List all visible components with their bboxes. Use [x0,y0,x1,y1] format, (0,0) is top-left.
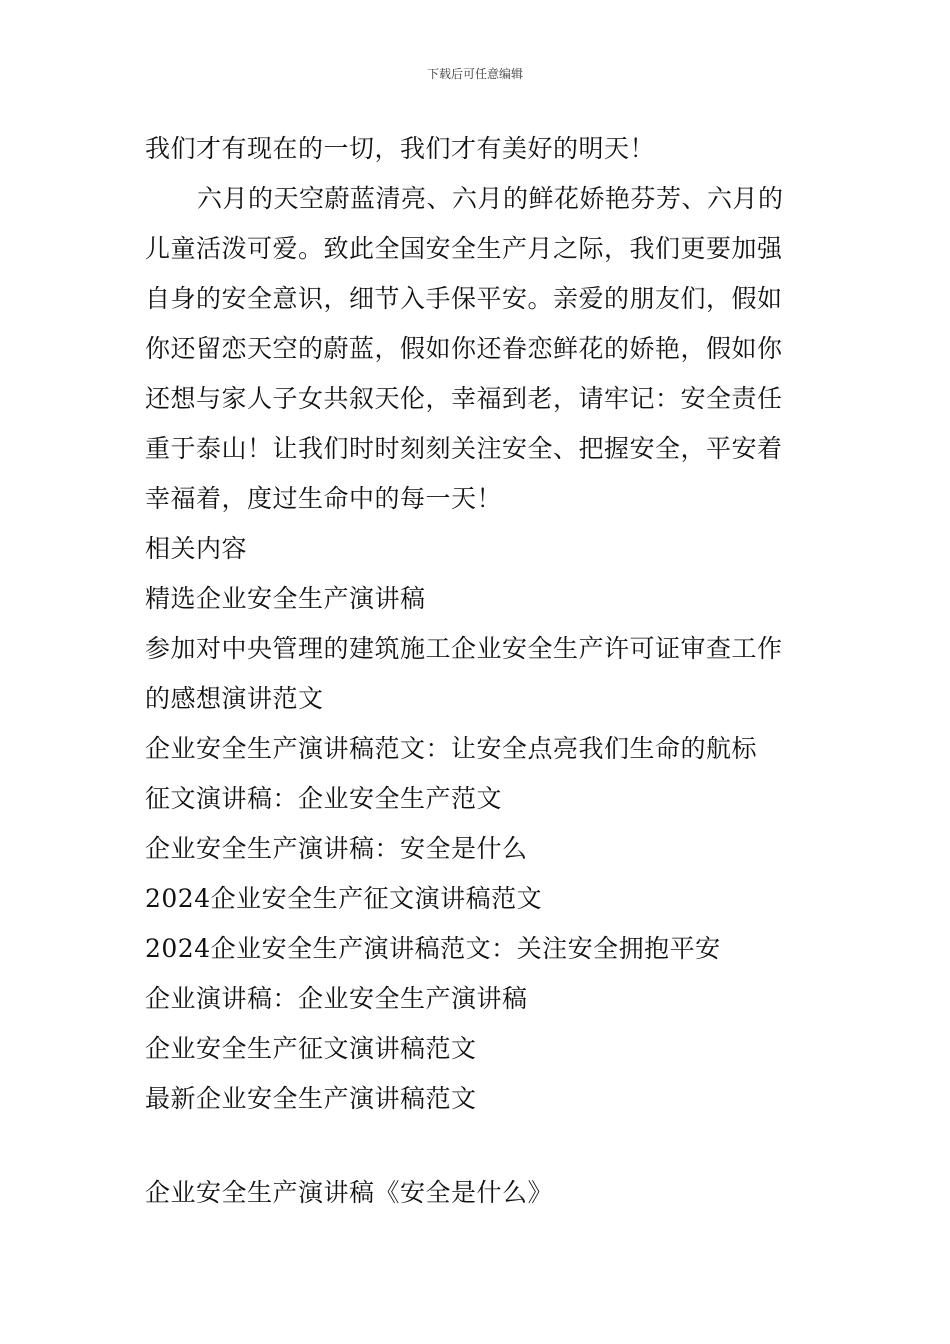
paragraph-line: 幸福着，度过生命中的每一天！ [145,484,503,513]
related-item[interactable]: 征文演讲稿：企业安全生产范文 [145,784,503,813]
section-spacer [145,1124,810,1168]
paragraph-line: 自身的安全意识，细节入手保平安。亲爱的朋友们，假如 [145,284,783,313]
paragraph-line: 六月的天空蔚蓝清亮、六月的鲜花娇艳芬芳、六月的 [197,184,784,213]
related-item[interactable]: 企业安全生产演讲稿：安全是什么 [145,834,528,863]
related-item[interactable]: 参加对中央管理的建筑施工企业安全生产许可证审查工作 [145,634,783,663]
related-item[interactable]: 精选企业安全生产演讲稿 [145,584,426,613]
related-item[interactable]: 2024企业安全生产演讲稿范文：关注安全拥抱平安 [145,934,721,963]
related-item[interactable]: 企业安全生产征文演讲稿范文 [145,1034,477,1063]
related-item[interactable]: 2024企业安全生产征文演讲稿范文 [145,884,543,913]
related-item[interactable]: 企业演讲稿：企业安全生产演讲稿 [145,984,528,1013]
paragraph-line: 还想与家人子女共叙天伦，幸福到老，请牢记：安全责任 [145,384,783,413]
page-header: 下载后可任意编辑 [426,67,523,81]
related-item[interactable]: 企业安全生产演讲稿范文：让安全点亮我们生命的航标 [145,734,758,763]
paragraph-line: 重于泰山！让我们时时刻刻关注安全、把握安全，平安着 [145,434,783,463]
document-body [145,124,810,1218]
next-article-title: 企业安全生产演讲稿《安全是什么》 [145,1178,554,1207]
paragraph-line: 我们才有现在的一切，我们才有美好的明天！ [145,134,656,163]
paragraph-line: 你还留恋天空的蔚蓝，假如你还眷恋鲜花的娇艳，假如你 [145,334,783,363]
related-item[interactable]: 的感想演讲范文 [145,684,324,713]
paragraph-line: 儿童活泼可爱。致此全国安全生产月之际，我们更要加强 [145,234,783,263]
related-heading: 相关内容 [145,534,248,563]
related-item[interactable]: 最新企业安全生产演讲稿范文 [145,1084,477,1113]
